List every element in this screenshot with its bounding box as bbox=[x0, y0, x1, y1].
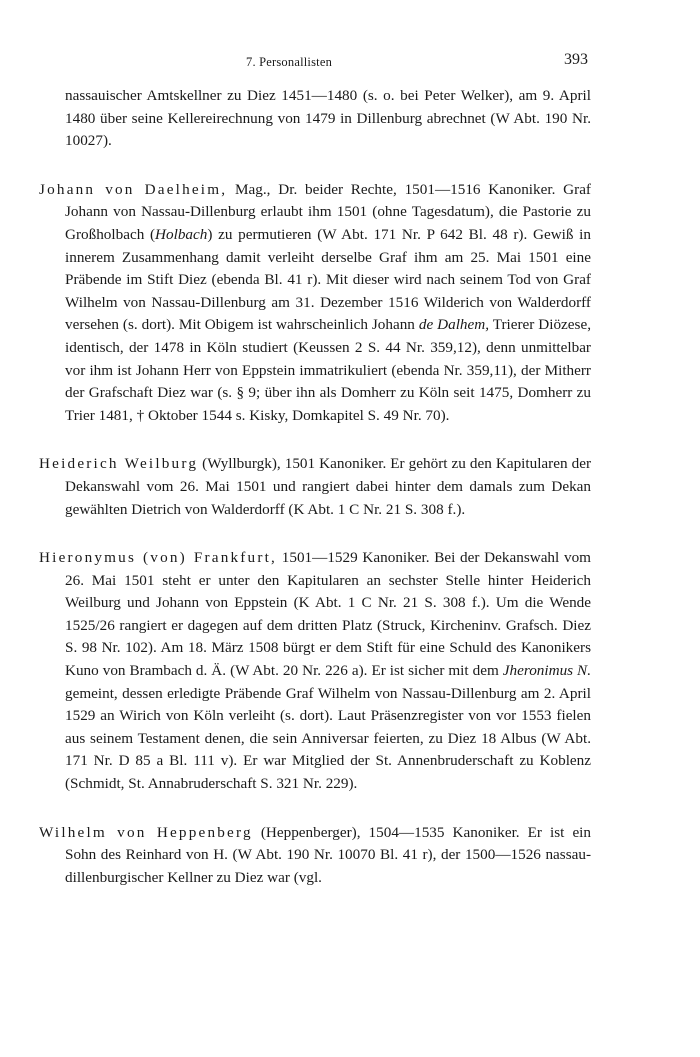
entry-wilhelm-von-heppenberg bbox=[39, 822, 591, 890]
entry-name: Johann von Daelheim, bbox=[39, 180, 228, 198]
entry-name: Wilhelm von Heppenberg bbox=[39, 823, 253, 841]
entry-name: Heiderich Weilburg bbox=[39, 455, 199, 473]
entry-johann-von-daelheim bbox=[39, 179, 591, 428]
continued-entry bbox=[39, 85, 591, 153]
entry-text: nassauischer Amtskellner zu Diez 1451—1480 (s. o. bei Peter Welker), am 9. April 1480 über seine Kellereirechnung von 1479 in Dillenburg abrechnet (W Abt. 190 Nr. 10027). bbox=[65, 87, 591, 150]
entry-italic: Jheronimus N. bbox=[502, 662, 591, 680]
entry-hieronymus-frankfurt bbox=[39, 547, 591, 796]
entry-italic: Holbach bbox=[155, 225, 208, 243]
entry-text: Trierer Diözese, identisch, der 1478 in Köln studiert (Keussen 2 S. 44 Nr. 359,12), denn unmittelbar vor ihm ist Johann Herr von Eppstein immatrikuliert (ebenda Nr. 359,11), der Mitherr der Grafschaft Diez war (s. § 9; über ihn als Domherr zu Köln seit 1475, Domherr zu Trier 1481, † Oktober 1544 s. Kisky, Domkapitel S. 49 Nr. 70). bbox=[65, 316, 591, 424]
running-head: 7. Personallisten bbox=[246, 55, 333, 69]
page-body bbox=[39, 85, 591, 915]
entry-italic: de Dalhem, bbox=[418, 316, 490, 334]
entry-name: Hieronymus (von) Frankfurt, bbox=[39, 549, 278, 567]
entry-text: ) zu permutieren (W Abt. 171 Nr. P 642 Bl. 48 r). Gewiß in innerem Zusammenhang damit verleiht derselbe Graf ihm am 25. Mai 1501 eine Präbende im Stift Diez (ebenda Bl. 41 r). Mit dieser wird nach seinem Tod von Graf Wilhelm von Nassau-Dillenburg am 31. Dezember 1516 Wilderich von Walderdorff versehen (s. dort). Mit Obigem ist wahrscheinlich Johann bbox=[65, 225, 591, 334]
page-header bbox=[0, 51, 700, 73]
entry-heiderich-weilburg bbox=[39, 453, 591, 521]
entry-text: (Heppenberger), 1504—1535 Kanoniker. Er ist ein Sohn des Reinhard von H. (W Abt. 190 Nr. 10070 Bl. 41 r), der 1500—1526 nassau-dillenburgischer Kellner zu Diez war (vgl. bbox=[65, 823, 591, 886]
page-number: 393 bbox=[564, 51, 588, 68]
entry-text: 1501—1529 Kanoniker. Bei der Dekanswahl vom 26. Mai 1501 steht er unter den Kapitularen an sechster Stelle hinter Heiderich Weilburg und Johann von Eppstein (K Abt. 1 C Nr. 21 S. 308 f.). Um die Wende 1525/26 rangiert er dagegen auf dem dritten Platz (Struck, Kircheninv. Grafsch. Diez S. 98 Nr. 102). Am 18. März 1508 bürgt er dem Stift für eine Schuld des Kanonikers Kuno von Brambach d. Ä. (W Abt. 20 Nr. 226 a). Er ist sicher mit dem bbox=[65, 549, 591, 680]
entry-text: Mag., Dr. beider Rechte, 1501—1516 Kanoniker. Graf Johann von Nassau-Dillenburg erlaubt ihm 1501 (ohne Tagesdatum), die Pastorie zu Großholbach ( bbox=[65, 180, 591, 243]
entry-text: (Wyllburgk), 1501 Kanoniker. Er gehört zu den Kapitularen der Dekanswahl vom 26. Mai 1501 und rangiert dabei hinter dem damals zum Dekan gewählten Dietrich von Walderdorff (K Abt. 1 C Nr. 21 S. 308 f.). bbox=[65, 455, 592, 518]
entry-text: gemeint, dessen erledigte Präbende Graf Wilhelm von Nassau-Dillenburg am 2. April 1529 an Wirich von Köln verleiht (s. dort). Laut Präsenzregister von vor 1553 fielen aus seinem Testament denen, die sein Anniversar feierten, zu Diez 18 Albus (W Abt. 171 Nr. D 85 a Bl. 111 v). Er war Mitglied der St. Annenbruderschaft zu Koblenz (Schmidt, St. Annabruderschaft S. 321 Nr. 229). bbox=[65, 684, 591, 793]
